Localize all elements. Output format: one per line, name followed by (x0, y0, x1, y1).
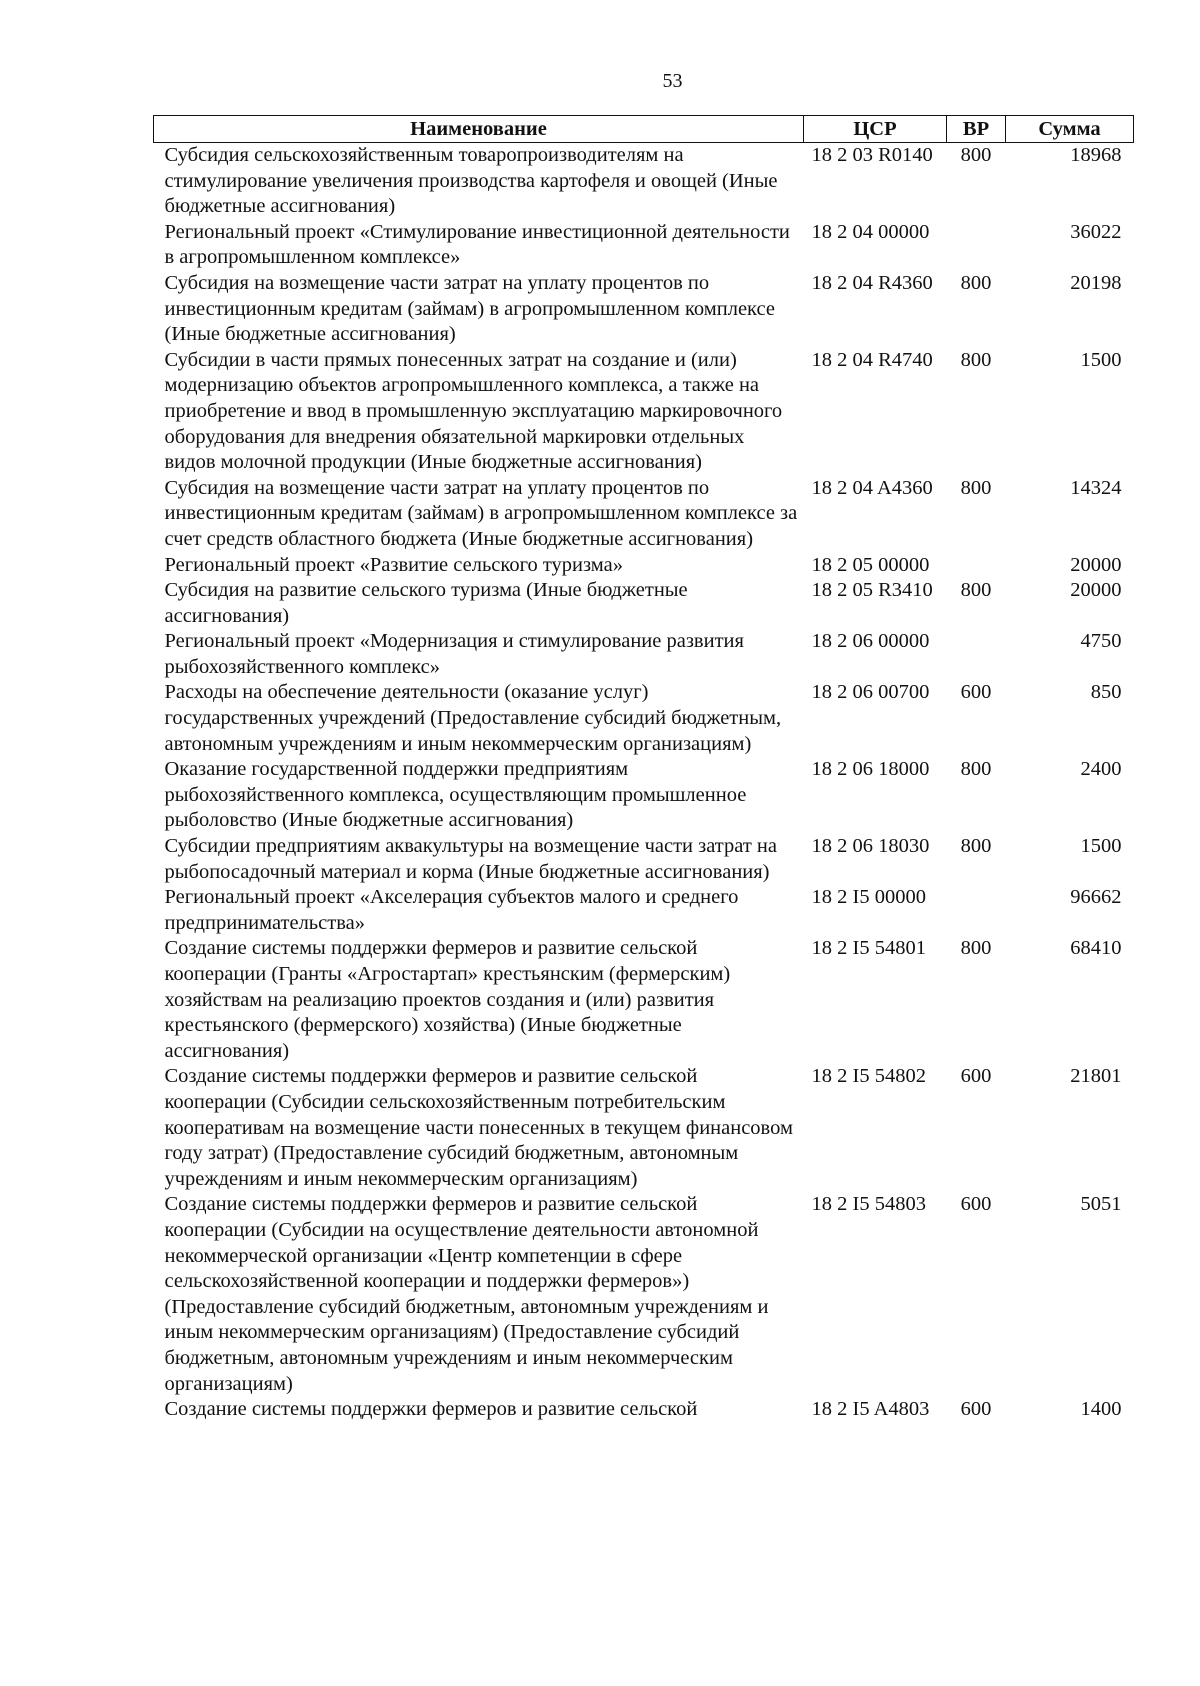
row-csr: 18 2 05 R3410 (811, 579, 933, 602)
row-vr: 800 (960, 758, 992, 781)
row-vr: 800 (960, 579, 992, 602)
row-csr: 18 2 03 R0140 (811, 144, 933, 166)
header-sum: Сумма (1006, 116, 1134, 143)
row-name: Создание системы поддержки фермеров и развитие сельской (164, 1398, 698, 1421)
row-vr (947, 553, 1006, 579)
table-row (154, 476, 1134, 553)
row-name: Субсидии в части прямых понесенных затрат на создание и (или) модернизацию объектов агропромышленного комплекса, а также на приобретение и ввод в промышленную эксплуатацию маркировочного оборудования для внедрения обязательной маркировки отдельных видов молочной продукции (Иные бюджетные ассигнования) (164, 348, 783, 474)
table-row (154, 348, 1134, 476)
row-vr (947, 885, 1006, 936)
row-sum: 2400 (1080, 758, 1122, 781)
table-row (154, 680, 1134, 757)
row-sum: 5051 (1080, 1193, 1122, 1216)
row-csr: 18 2 06 00000 (811, 630, 930, 653)
row-sum: 21801 (1070, 1065, 1122, 1088)
row-csr: 18 2 I5 54801 (811, 937, 926, 960)
budget-table-container (153, 115, 1133, 1423)
table-row (154, 220, 1134, 271)
row-vr: 800 (960, 937, 992, 960)
table-row (154, 143, 1134, 220)
row-csr: 18 2 04 R4740 (811, 348, 933, 371)
row-vr: 600 (960, 1398, 992, 1421)
row-name: Субсидии предприятиям аквакультуры на возмещение части затрат на рыбопосадочный материал и корма (Иные бюджетные ассигнования) (164, 835, 777, 883)
row-vr: 800 (960, 144, 992, 166)
row-name: Субсидия сельскохозяйственным товаропроизводителям на стимулирование увеличения производства картофеля и овощей (Иные бюджетные ассигнования) (164, 144, 778, 218)
row-csr: 18 2 06 18030 (811, 835, 930, 858)
table-row (154, 757, 1134, 834)
row-sum: 1400 (1080, 1398, 1122, 1421)
table-header (154, 116, 1134, 143)
row-csr: 18 2 I5 A4803 (811, 1398, 930, 1421)
row-csr: 18 2 05 00000 (811, 553, 930, 576)
row-sum: 1500 (1080, 835, 1122, 858)
table-row (154, 629, 1134, 680)
row-csr: 18 2 06 18000 (811, 758, 930, 781)
row-vr (947, 629, 1006, 680)
row-vr: 600 (960, 1065, 992, 1088)
table-row (154, 936, 1134, 1064)
row-vr: 800 (960, 348, 992, 371)
row-name: Региональный проект «Модернизация и стимулирование развития рыбохозяйственного комплекс» (164, 630, 744, 678)
table-row (154, 834, 1134, 885)
row-csr: 18 2 04 00000 (811, 220, 930, 243)
row-vr: 800 (960, 835, 992, 858)
row-name: Субсидия на развитие сельского туризма (Иные бюджетные ассигнования) (164, 579, 688, 627)
header-csr: ЦСР (804, 116, 947, 143)
row-sum: 68410 (1070, 937, 1122, 960)
row-sum: 1500 (1080, 348, 1122, 371)
table-row (154, 885, 1134, 936)
row-csr: 18 2 04 R4360 (811, 271, 933, 294)
row-sum: 20000 (1070, 579, 1122, 602)
row-name: Создание системы поддержки фермеров и развитие сельской кооперации (Субсидии на осуществление деятельности автономной некоммерческой организации «Центр компетенции в сфере сельскохозяйственной кооперации и поддержки фермеров») (Предоставление субсидий бюджетным, автономным учреждениям и иным некоммерческим организациям) (Предоставление субсидий бюджетным, автономным учреждениям и иным некоммерческим организациям) (164, 1193, 769, 1395)
row-csr: 18 2 I5 54802 (811, 1065, 926, 1088)
page-number: 53 (662, 70, 683, 92)
row-name: Создание системы поддержки фермеров и развитие сельской кооперации (Гранты «Агростартап» крестьянским (фермерским) хозяйствам на реализацию проектов создания и (или) развития крестьянского (фермерского) хозяйства) (Иные бюджетные ассигнования) (164, 937, 731, 1062)
row-vr: 800 (960, 476, 992, 499)
row-name: Расходы на обеспечение деятельности (оказание услуг) государственных учреждений (Предоставление субсидий бюджетным, автономным учреждениям и иным некоммерческим организациям) (164, 681, 782, 755)
row-vr: 800 (960, 271, 992, 294)
table-row (154, 578, 1134, 629)
row-sum: 20000 (1070, 553, 1122, 576)
row-sum: 4750 (1080, 630, 1122, 653)
row-csr: 18 2 04 A4360 (811, 476, 933, 499)
table-row (154, 271, 1134, 348)
row-vr (947, 220, 1006, 271)
table-row (154, 1397, 1134, 1423)
row-name: Оказание государственной поддержки предприятиям рыбохозяйственного комплекса, осуществляющим промышленное рыболовство (Иные бюджетные ассигнования) (164, 758, 747, 832)
row-name: Региональный проект «Акселерация субъектов малого и среднего предпринимательства» (164, 886, 739, 934)
row-vr: 600 (960, 1193, 992, 1216)
row-csr: 18 2 I5 54803 (811, 1193, 926, 1216)
header-vr: ВР (947, 116, 1006, 143)
row-name: Субсидия на возмещение части затрат на уплату процентов по инвестиционным кредитам (займам) в агропромышленном комплексе за счет средств областного бюджета (Иные бюджетные ассигнования) (164, 476, 798, 550)
table-row (154, 1064, 1134, 1192)
table-body (154, 143, 1134, 1423)
row-sum: 36022 (1070, 220, 1122, 243)
row-name: Создание системы поддержки фермеров и развитие сельской кооперации (Субсидии сельскохозяйственным потребительским кооперативам на возмещение части понесенных в текущем финансовом году затрат) (Предоставление субсидий бюджетным, автономным учреждениям и иным некоммерческим организациям) (164, 1065, 793, 1190)
row-name: Региональный проект «Развитие сельского туризма» (164, 553, 623, 576)
budget-table (153, 115, 1134, 1423)
row-csr: 18 2 06 00700 (811, 681, 930, 704)
header-row (154, 116, 1134, 143)
table-row (154, 1192, 1134, 1397)
row-name: Региональный проект «Стимулирование инвестиционной деятельности в агропромышленном комплексе» (164, 220, 790, 269)
row-sum: 20198 (1070, 271, 1122, 294)
row-vr: 600 (960, 681, 992, 704)
row-sum: 96662 (1070, 886, 1122, 909)
row-sum: 18968 (1070, 144, 1122, 166)
header-name: Наименование (154, 116, 804, 143)
row-sum: 14324 (1070, 476, 1122, 499)
table-row (154, 553, 1134, 579)
row-name: Субсидия на возмещение части затрат на уплату процентов по инвестиционным кредитам (займам) в агропромышленном комплексе (Иные бюджетные ассигнования) (164, 271, 775, 346)
row-sum: 850 (1090, 681, 1122, 704)
row-csr: 18 2 I5 00000 (811, 886, 926, 909)
